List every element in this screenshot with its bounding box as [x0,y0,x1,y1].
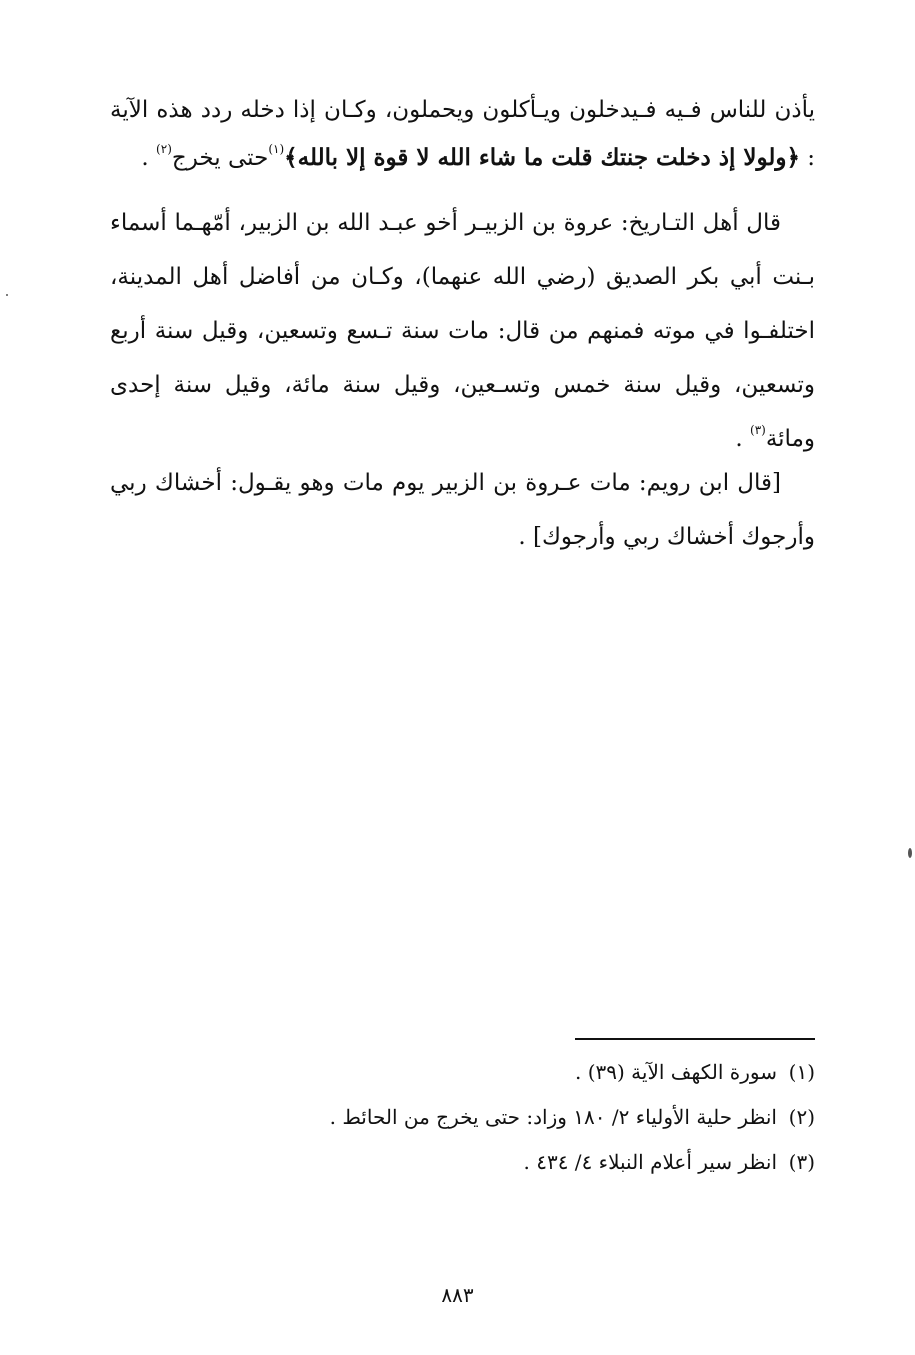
paragraph-3 [110,456,815,564]
footnote-number: (٢) [788,1105,815,1129]
footnote-number: (١) [788,1060,815,1084]
paragraph-1-tail: حتى يخرج [171,145,269,171]
paragraph-1-end: . [141,145,157,171]
footnote-ref-2: (٢) [156,142,172,156]
footnote-2 [240,1095,815,1140]
scan-speck [908,848,912,858]
paragraph-2-text: قال أهل التـاريخ: عروة بن الزبيـر أخو عبـد الله بن الزبير، أمّهـما أسماء بـنت أبي بكر الصديق (رضي الله عنهما)، وكـان من أفاضل أهل المدينة، اختلفـوا في موته فمنهم من قال: مات سنة تـسع وتسعين، وقيل سنة أربع وتسعين، وقيل سنة خمس وتسـعين، وقيل سنة مائة، وقيل سنة إحدى ومائة [110,210,815,452]
footnote-text: انظر حلية الأولياء ٢/ ١٨٠ وزاد: حتى يخرج من الحائط . [329,1105,777,1129]
footnote-number: (٣) [788,1150,815,1174]
paragraph-2-end: . [735,426,750,452]
footnote-ref-1: (١) [268,142,285,156]
footnote-text: انظر سير أعلام النبلاء ٤/ ٤٣٤ . [523,1150,777,1174]
paragraph-3-text: [قال ابن رويم: مات عـروة بن الزبير يوم مات وهو يقـول: أخشاك ربي وأرجوك أخشاك ربي وأرجوك] . [110,470,815,550]
footnote-1 [240,1050,815,1095]
quran-verse: ﴿ولولا إذ دخلت جنتك قلت ما شاء الله لا قوة إلا بالله﴾ [284,144,800,171]
footnote-text: سورة الكهف الآية (٣٩) . [575,1060,777,1084]
page-number: ٨٨٣ [441,1283,474,1307]
paragraph-2 [110,196,815,466]
paragraph-1-text: يأذن للناس فـيه فـيدخلون ويـأكلون ويحملون، وكـان إذا دخله ردد هذه الآية : [110,97,815,171]
scan-speck [6,294,8,296]
paragraph-1 [110,86,815,182]
footnotes [240,1050,815,1185]
footnote-3 [240,1140,815,1185]
footnote-ref-3: (٣) [750,423,766,437]
footnote-separator [575,1038,815,1040]
